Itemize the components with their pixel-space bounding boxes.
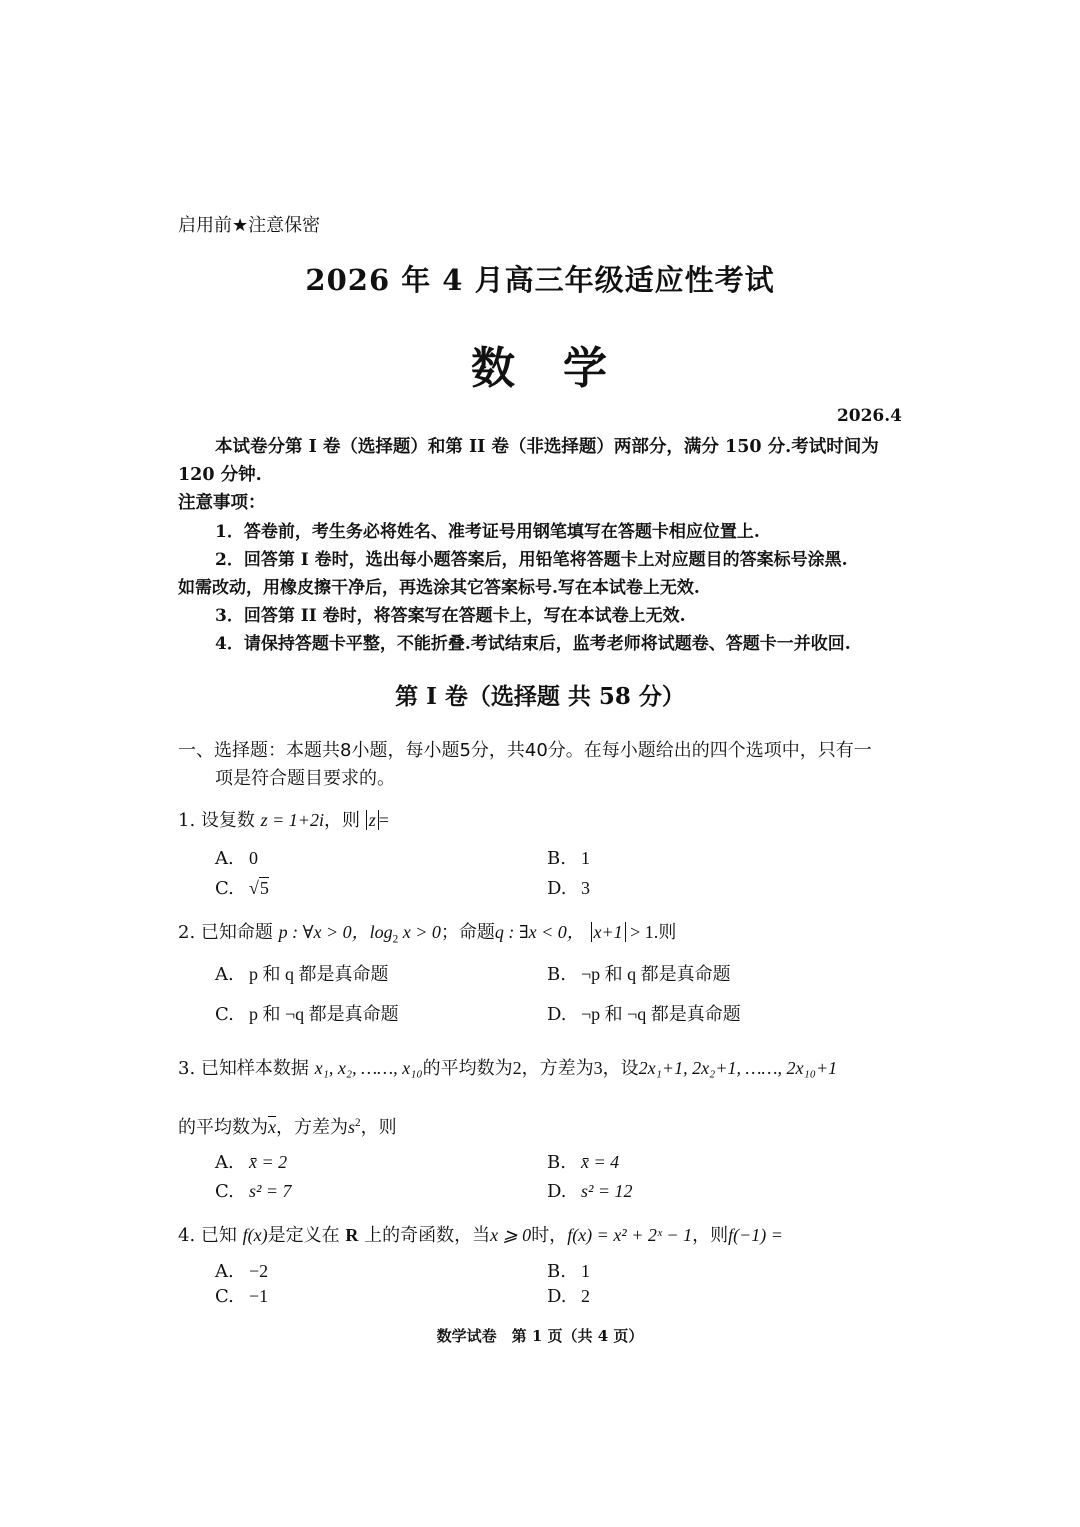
question-text: ，则 [360, 1117, 397, 1138]
question-4 [178, 1221, 783, 1247]
question-text: ，则 [323, 810, 360, 831]
math-expression: f(x) [242, 1225, 268, 1245]
question-3 [178, 1054, 837, 1080]
math-expression: p : ∀x > 0，log [278, 922, 393, 942]
question-number: 1. [178, 810, 196, 831]
option-d: D. s² = 12 [547, 1181, 633, 1202]
math-expression: x₁, x₂, ……, x₁₀ [314, 1058, 423, 1078]
math-expression: 2x₁+1, 2x₂+1, ……, 2x₁₀+1 [638, 1058, 838, 1078]
mean-symbol: $\overline{x}$ [268, 1117, 276, 1137]
page-footer: 数学试卷 第 1 页（共 4 页） [436, 1327, 644, 1345]
option-d: D. 3 [547, 878, 590, 899]
notice-heading: 注意事项： [178, 493, 266, 513]
question-text: 是定义在 [267, 1225, 340, 1246]
notice-item-4: 4．请保持答题卡平整，不能折叠.考试结束后，监考老师将试题卷、答题卡一并收回. [215, 634, 851, 654]
option-b: B. x̄ = 4 [547, 1152, 620, 1173]
notice-item-2: 2．回答第 I 卷时，选出每小题答案后，用铅笔将答题卡上对应题目的答案标号涂黑. [215, 550, 848, 570]
question-text: ，方差为 [276, 1117, 348, 1138]
math-expression: f(x) = x² + 2ˣ − 1 [567, 1225, 693, 1245]
option-c: C. p 和 ¬q 都是真命题 [215, 1004, 399, 1025]
question-text: ，设 [602, 1058, 639, 1079]
part1-instructions-cont: 项是符合题目要求的。 [215, 768, 395, 789]
question-2 [178, 918, 676, 944]
notice-item-1: 1．答卷前，考生务必将姓名、准考证号用钢笔填写在答题卡相应位置上. [215, 522, 760, 542]
option-d: D. 2 [547, 1286, 590, 1307]
intro-line-1: 本试卷分第 I 卷（选择题）和第 II 卷（非选择题）两部分，满分 150 分.考试时间为 [215, 437, 879, 457]
math-expression: > 1. [625, 922, 659, 942]
math-abs-value: z [366, 810, 379, 830]
question-text: 时， [531, 1225, 568, 1246]
question-text: 的平均数为 [422, 1058, 513, 1079]
question-3-line-2 [178, 1113, 397, 1139]
log-base: 2 [392, 933, 399, 946]
question-text: 已知 [200, 1225, 237, 1246]
option-a: A. −2 [215, 1261, 269, 1282]
math-abs-value: x+1 [591, 922, 626, 942]
question-text: 设复数 [200, 810, 255, 831]
math-expression: 3 [593, 1058, 603, 1078]
exponent: 2 [355, 1117, 361, 1129]
math-expression: x > 0 [398, 922, 441, 942]
math-expression: = [378, 810, 389, 830]
question-text: ，则 [692, 1225, 729, 1246]
sqrt-radicand: 5 [259, 878, 269, 898]
notice-item-2-cont: 如需改动，用橡皮擦干净后，再选涂其它答案标号.写在本试卷上无效. [178, 578, 700, 598]
math-expression: z = 1+2i [260, 810, 324, 830]
math-expression: 2 [512, 1058, 522, 1078]
part1-instructions: 一、选择题：本题共8小题，每小题5分，共40分。在每小题给出的四个选项中，只有一 [178, 740, 872, 761]
option-a: A. x̄ = 2 [215, 1152, 288, 1173]
variance-symbol: s [348, 1117, 356, 1137]
intro-line-2: 120 分钟. [178, 465, 262, 485]
option-b: B. 1 [547, 848, 590, 869]
question-text: 已知样本数据 [200, 1058, 309, 1079]
question-number: 4. [178, 1225, 196, 1246]
exam-title: 2026 年 4 月高三年级适应性考试 [305, 263, 775, 297]
question-text: 已知命题 [200, 922, 273, 943]
question-text: 的平均数为 [178, 1117, 268, 1138]
real-numbers-symbol: R [345, 1225, 359, 1245]
option-b: B. ¬p 和 q 都是真命题 [547, 964, 731, 985]
option-c: C. −1 [215, 1286, 269, 1307]
option-d: D. ¬p 和 ¬q 都是真命题 [547, 1004, 741, 1025]
question-text: 上的奇函数，当 [364, 1225, 491, 1246]
option-a: A. 0 [215, 848, 258, 869]
option-b: B. 1 [547, 1261, 590, 1282]
exam-date: 2026.4 [836, 406, 902, 426]
section-title: 第 I 卷（选择题 共 58 分） [395, 683, 685, 710]
option-a: A. p 和 q 都是真命题 [215, 964, 389, 985]
question-number: 2. [178, 922, 196, 943]
question-text: 则 [658, 922, 677, 943]
subject-title: 数 学 [471, 343, 609, 394]
option-c: C. √5 [215, 878, 269, 899]
question-1 [178, 806, 389, 832]
question-text: ；命题 [440, 922, 495, 943]
math-expression: q : ∃x < 0， [494, 922, 585, 942]
question-number: 3. [178, 1058, 196, 1079]
option-c: C. s² = 7 [215, 1181, 292, 1202]
question-text: ，方差为 [521, 1058, 594, 1079]
notice-item-3: 3．回答第 II 卷时，将答案写在答题卡上，写在本试卷上无效. [215, 606, 686, 626]
math-expression: f(−1) = [728, 1225, 783, 1245]
math-expression: x ⩾ 0 [490, 1225, 532, 1245]
confidential-mark: 启用前★注意保密 [178, 215, 321, 236]
